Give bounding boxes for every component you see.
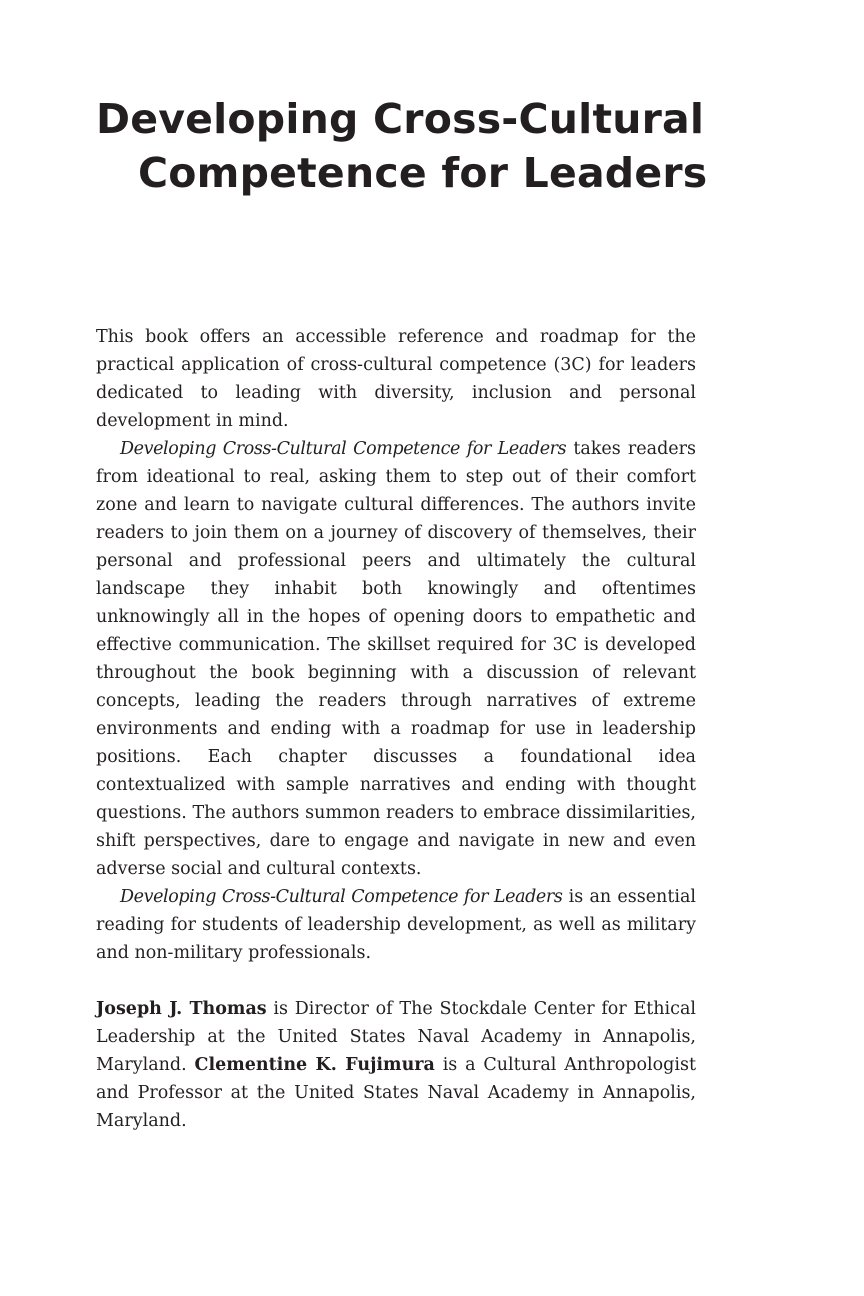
book-title <box>96 92 708 200</box>
overview-paragraph-text: takes readers from ideational to real, asking them to step out of their comfort zone and learn to navigate cultural differences. The authors invite readers to join them on a journey of discovery of themselves, their personal and professional peers and ultimately the cultural landscape they inhabit both knowingly and oftentimes unknowingly all in the hopes of opening doors to empathetic and effective communication. The skillset required for 3C is developed throughout the book beginning with a discussion of relevant concepts, leading the readers through narratives of extreme environments and ending with a roadmap for use in leadership positions. Each chapter discusses a foundational idea contextualized with sample narratives and ending with thought questions. The authors summon readers to embrace dissimilarities, shift perspectives, dare to engage and navigate in new and even adverse social and cultural contexts. <box>96 439 696 879</box>
book-title-line-1: Developing Cross-Cultural <box>96 95 705 143</box>
author-bios <box>96 995 696 1135</box>
book-title-reference: Developing Cross-Cultural Competence for Leaders <box>120 887 563 907</box>
author-bio: is Director of The Stockdale Center for Ethical Leadership at the United States Naval Academy in Annapolis, Maryland. <box>96 999 696 1075</box>
intro-paragraph: This book offers an accessible reference and roadmap for the practical application of cross-cultural competence (3C) for leaders dedicated to leading with diversity, inclusion and personal development in mind. <box>96 327 696 431</box>
book-description <box>96 323 696 1135</box>
book-title-reference: Developing Cross-Cultural Competence for Leaders <box>120 439 567 459</box>
section-spacer <box>96 967 696 995</box>
author-bio: is a Cultural Anthropologist and Professor at the United States Naval Academy in Annapolis, Maryland. <box>96 1055 696 1131</box>
overview-paragraph <box>96 435 696 883</box>
book-title-line-2: Competence for Leaders <box>138 149 708 197</box>
audience-paragraph <box>96 883 696 967</box>
author-name: Clementine K. Fujimura <box>194 1055 435 1075</box>
author-name: Joseph J. Thomas <box>96 999 267 1019</box>
audience-paragraph-text: is an essential reading for students of leadership development, as well as military and non-military professionals. <box>96 887 696 963</box>
